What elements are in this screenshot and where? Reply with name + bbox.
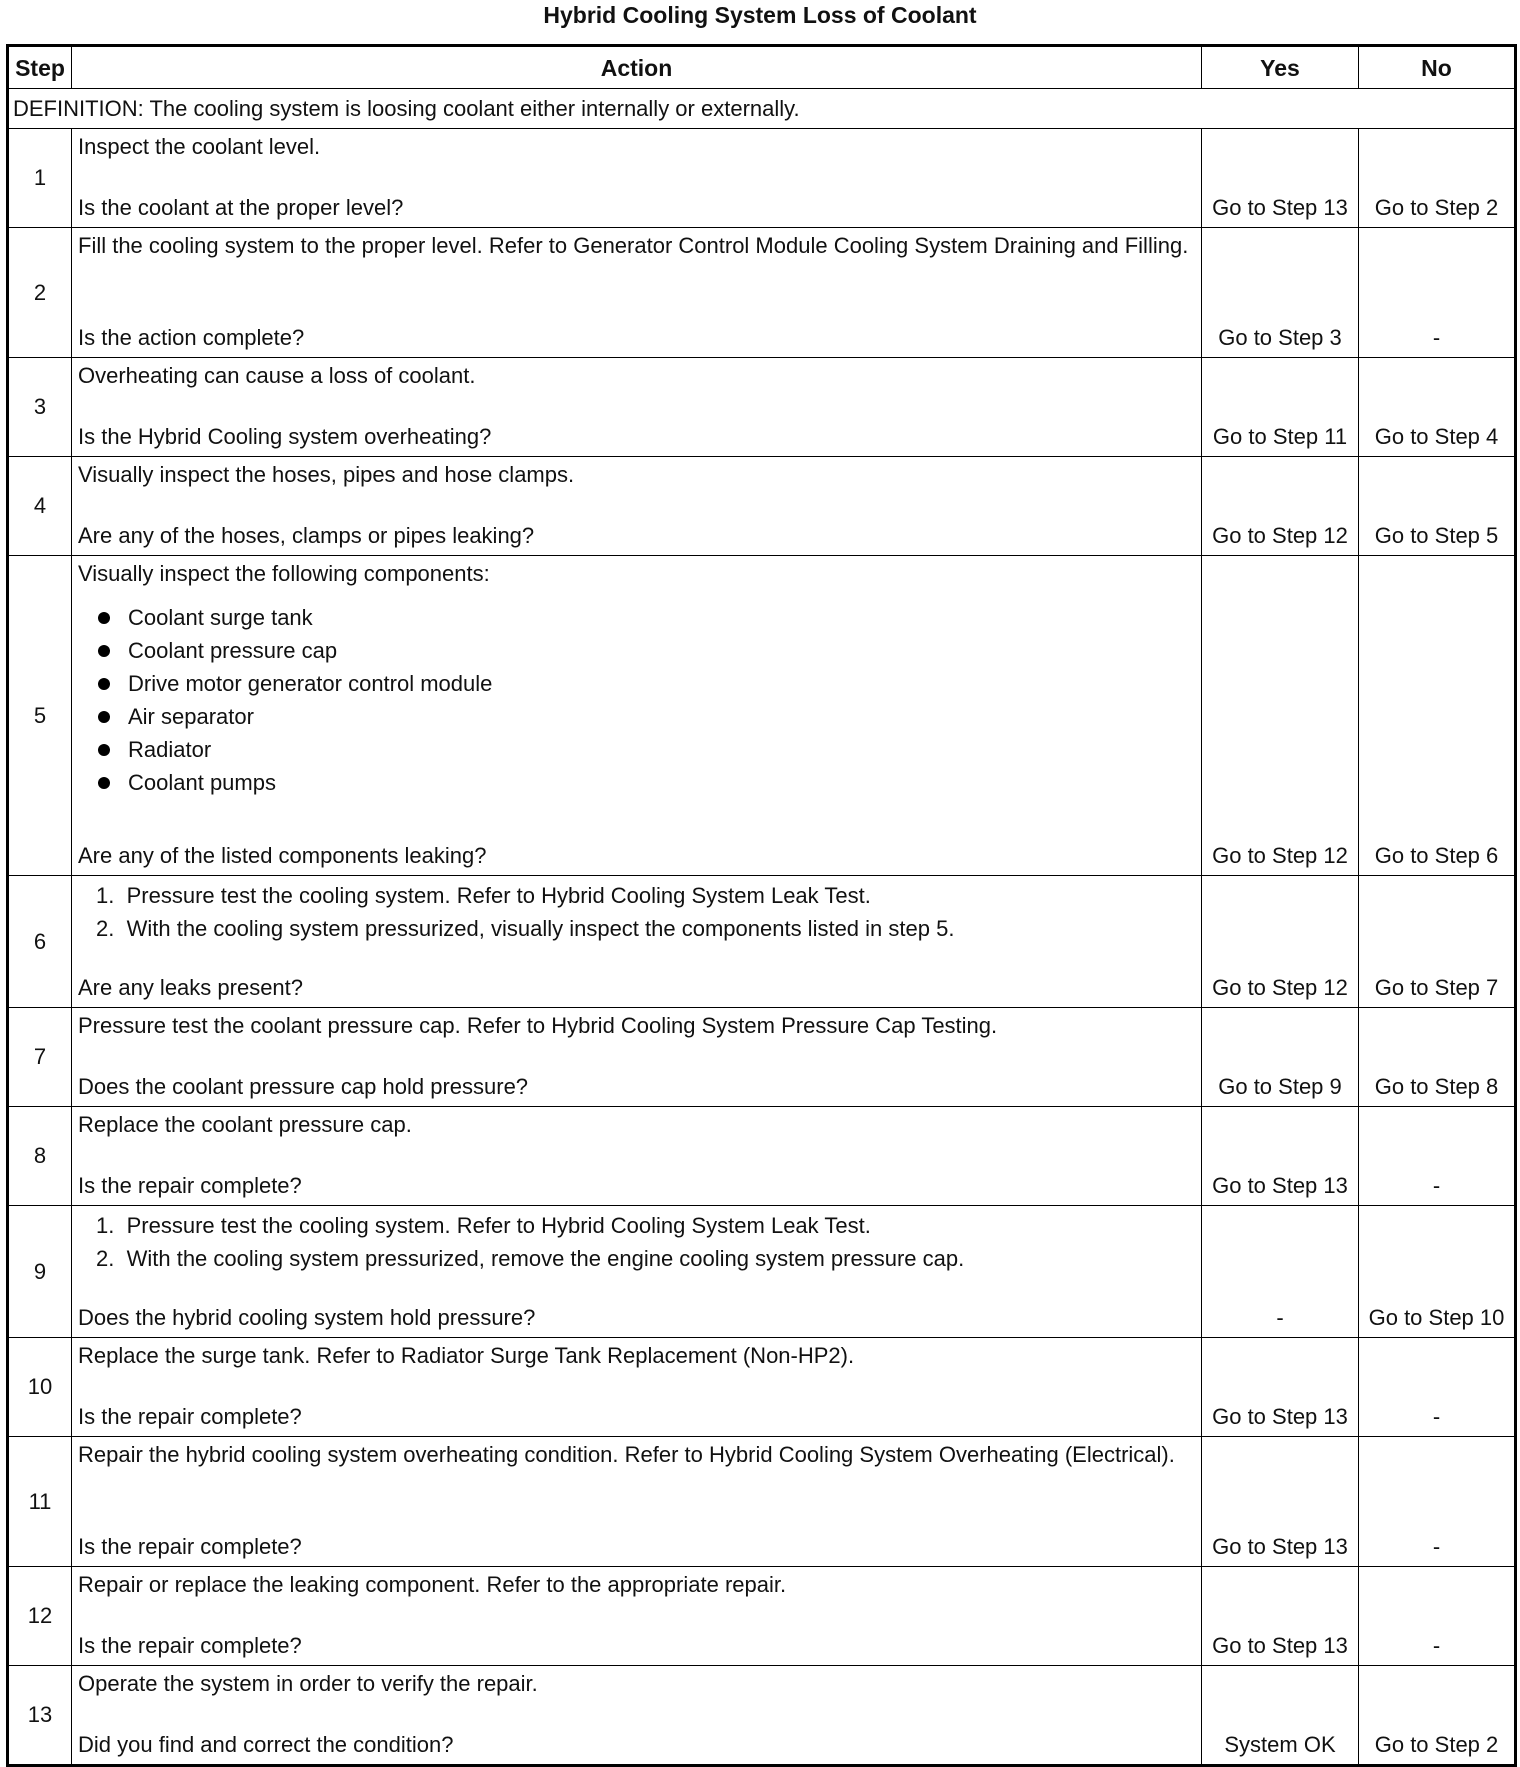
list-item-text: Pressure test the cooling system. Refer to Hybrid Cooling System Leak Test. (126, 1213, 871, 1238)
action-question: Are any of the hoses, clamps or pipes leaking? (78, 523, 535, 548)
action-instructions (78, 1110, 1195, 1140)
table-row (8, 358, 1516, 457)
action-cell (72, 457, 1202, 556)
action-question: Is the repair complete? (78, 1173, 302, 1198)
step-number: 5 (8, 556, 72, 876)
no-result: Go to Step 2 (1359, 129, 1516, 228)
yes-result: Go to Step 13 (1202, 1107, 1359, 1206)
list-item-number: 1. (96, 883, 115, 908)
no-result: - (1359, 1437, 1516, 1567)
table-row (8, 556, 1516, 876)
step-number: 9 (8, 1206, 72, 1338)
table-row (8, 1437, 1516, 1567)
action-cell (72, 1666, 1202, 1766)
table-row (8, 876, 1516, 1008)
numbered-list (78, 1209, 1195, 1275)
no-result: Go to Step 5 (1359, 457, 1516, 556)
yes-result: Go to Step 3 (1202, 228, 1359, 358)
action-question: Is the Hybrid Cooling system overheating? (78, 424, 492, 449)
list-item-number: 2. (96, 1246, 115, 1271)
list-item-text: With the cooling system pressurized, visually inspect the components listed in step 5. (126, 916, 955, 941)
header-yes: Yes (1202, 46, 1359, 89)
header-step: Step (8, 46, 72, 89)
list-item: Radiator (98, 733, 1195, 766)
action-content (78, 231, 1195, 353)
action-content (78, 1440, 1195, 1562)
action-question: Are any of the listed components leaking? (78, 843, 487, 868)
action-instructions (78, 1570, 1195, 1600)
yes-result: System OK (1202, 1666, 1359, 1766)
action-text: Pressure test the coolant pressure cap. Refer to Hybrid Cooling System Pressure Cap Testing. (78, 1013, 998, 1038)
action-instructions (78, 1011, 1195, 1041)
list-item: Drive motor generator control module (98, 667, 1195, 700)
header-no: No (1359, 46, 1516, 89)
action-instructions (78, 1669, 1195, 1699)
table-row (8, 1206, 1516, 1338)
page-title: Hybrid Cooling System Loss of Coolant (543, 2, 977, 28)
list-item (96, 912, 1195, 945)
action-text: Repair the hybrid cooling system overheating condition. Refer to Hybrid Cooling System Overheating (Electrical). (78, 1442, 1175, 1467)
action-content (78, 132, 1195, 223)
action-instructions (78, 1341, 1195, 1371)
no-result: - (1359, 1338, 1516, 1437)
action-content (78, 1570, 1195, 1661)
no-result: Go to Step 6 (1359, 556, 1516, 876)
step-number: 13 (8, 1666, 72, 1766)
action-question: Does the coolant pressure cap hold pressure? (78, 1074, 529, 1099)
header-action: Action (72, 46, 1202, 89)
table-row (8, 457, 1516, 556)
action-instructions (78, 460, 1195, 490)
action-text: Inspect the coolant level. (78, 134, 321, 159)
action-question: Are any leaks present? (78, 975, 304, 1000)
list-item: Coolant surge tank (98, 601, 1195, 634)
yes-result: Go to Step 9 (1202, 1008, 1359, 1107)
yes-result: Go to Step 13 (1202, 1437, 1359, 1567)
step-number: 8 (8, 1107, 72, 1206)
action-content (78, 1110, 1195, 1201)
action-content (78, 1669, 1195, 1760)
list-item-text: Pressure test the cooling system. Refer to Hybrid Cooling System Leak Test. (126, 883, 871, 908)
table-row (8, 129, 1516, 228)
no-result: Go to Step 10 (1359, 1206, 1516, 1338)
yes-result: Go to Step 13 (1202, 1338, 1359, 1437)
yes-result: Go to Step 13 (1202, 129, 1359, 228)
action-cell (72, 129, 1202, 228)
action-question: Is the coolant at the proper level? (78, 195, 404, 220)
action-instructions (78, 1440, 1195, 1470)
action-text: Repair or replace the leaking component. Refer to the appropriate repair. (78, 1572, 787, 1597)
action-content (78, 879, 1195, 1003)
list-item: Coolant pressure cap (98, 634, 1195, 667)
action-instructions (78, 361, 1195, 391)
step-number: 12 (8, 1567, 72, 1666)
action-text: Operate the system in order to verify the repair. (78, 1671, 538, 1696)
action-question: Did you find and correct the condition? (78, 1732, 454, 1757)
list-item: Coolant pumps (98, 766, 1195, 799)
action-cell (72, 1338, 1202, 1437)
table-row (8, 228, 1516, 358)
action-question: Is the repair complete? (78, 1534, 302, 1559)
action-content (78, 559, 1195, 871)
action-content (78, 1011, 1195, 1102)
action-cell (72, 1567, 1202, 1666)
action-text: Visually inspect the following components: (78, 561, 490, 586)
numbered-list (78, 879, 1195, 945)
action-cell (72, 876, 1202, 1008)
yes-result: Go to Step 12 (1202, 457, 1359, 556)
no-result: - (1359, 1107, 1516, 1206)
step-number: 2 (8, 228, 72, 358)
action-content (78, 460, 1195, 551)
action-instructions (78, 559, 1195, 799)
yes-result: Go to Step 12 (1202, 556, 1359, 876)
action-cell (72, 556, 1202, 876)
action-text: Fill the cooling system to the proper level. Refer to Generator Control Module Cooling System Draining and Filling. (78, 233, 1189, 258)
action-text: Visually inspect the hoses, pipes and hose clamps. (78, 462, 575, 487)
action-content (78, 361, 1195, 452)
action-text: Replace the coolant pressure cap. (78, 1112, 412, 1137)
header-row (8, 46, 1516, 89)
list-item (96, 1209, 1195, 1242)
action-instructions (78, 1209, 1195, 1275)
definition-text: DEFINITION: The cooling system is loosing coolant either internally or externally. (8, 89, 1516, 129)
action-content (78, 1341, 1195, 1432)
list-item-number: 1. (96, 1213, 115, 1238)
yes-result: Go to Step 13 (1202, 1567, 1359, 1666)
step-number: 10 (8, 1338, 72, 1437)
action-text: Overheating can cause a loss of coolant. (78, 363, 476, 388)
yes-result: Go to Step 11 (1202, 358, 1359, 457)
step-number: 7 (8, 1008, 72, 1107)
list-item-text: With the cooling system pressurized, remove the engine cooling system pressure cap. (126, 1246, 965, 1271)
action-question: Does the hybrid cooling system hold pressure? (78, 1305, 536, 1330)
table-row (8, 1107, 1516, 1206)
no-result: Go to Step 2 (1359, 1666, 1516, 1766)
yes-result: - (1202, 1206, 1359, 1338)
table-row (8, 1008, 1516, 1107)
action-cell (72, 1008, 1202, 1107)
action-cell (72, 228, 1202, 358)
action-cell (72, 1206, 1202, 1338)
step-number: 3 (8, 358, 72, 457)
no-result: Go to Step 4 (1359, 358, 1516, 457)
list-item (96, 879, 1195, 912)
no-result: Go to Step 7 (1359, 876, 1516, 1008)
no-result: Go to Step 8 (1359, 1008, 1516, 1107)
table-row (8, 1666, 1516, 1766)
step-number: 4 (8, 457, 72, 556)
action-instructions (78, 132, 1195, 162)
action-instructions (78, 231, 1195, 261)
action-instructions (78, 879, 1195, 945)
step-number: 11 (8, 1437, 72, 1567)
list-item (96, 1242, 1195, 1275)
table-row (8, 1338, 1516, 1437)
action-content (78, 1209, 1195, 1333)
action-cell (72, 358, 1202, 457)
yes-result: Go to Step 12 (1202, 876, 1359, 1008)
diagnostic-table (6, 44, 1517, 1767)
action-question: Is the action complete? (78, 325, 305, 350)
list-item-number: 2. (96, 916, 115, 941)
action-text: Replace the surge tank. Refer to Radiator Surge Tank Replacement (Non-HP2). (78, 1343, 855, 1368)
component-list (78, 601, 1195, 799)
action-cell (72, 1437, 1202, 1567)
step-number: 6 (8, 876, 72, 1008)
action-cell (72, 1107, 1202, 1206)
table-row (8, 1567, 1516, 1666)
step-number: 1 (8, 129, 72, 228)
action-question: Is the repair complete? (78, 1633, 302, 1658)
action-question: Is the repair complete? (78, 1404, 302, 1429)
no-result: - (1359, 1567, 1516, 1666)
no-result: - (1359, 228, 1516, 358)
list-item: Air separator (98, 700, 1195, 733)
definition-row (8, 89, 1516, 129)
